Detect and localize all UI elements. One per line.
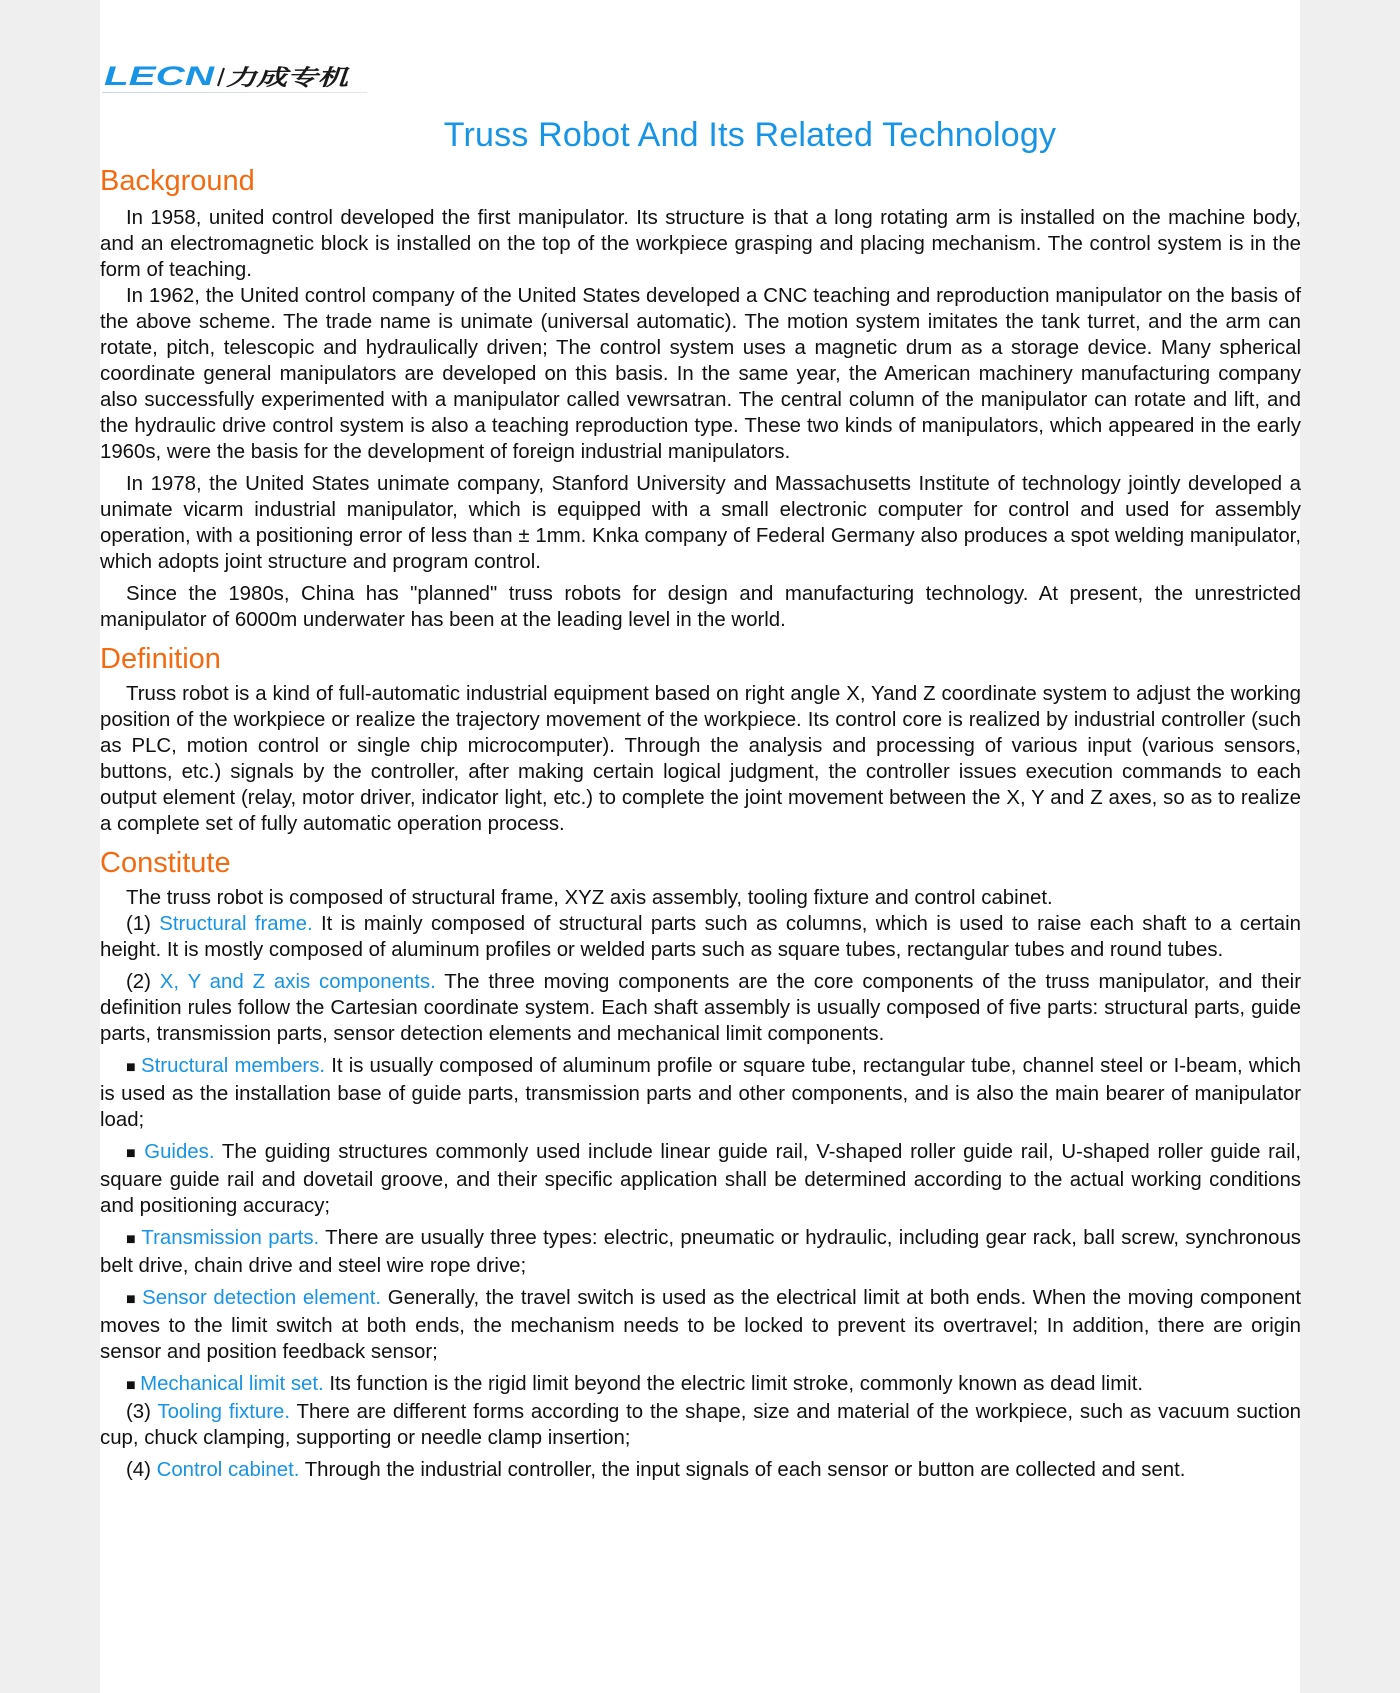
constitute-item-9: (4) Control cabinet. Through the industrial controller, the input signals of each sensor or button are collected and sent. bbox=[126, 1459, 1186, 1481]
constitute-item-5: ■ Transmission parts. There are usually three types: electric, pneumatic or hydraulic, including gear rack, ball screw, synchronous belt drive, chain drive and steel wire rope drive; bbox=[100, 1227, 1301, 1277]
lecn-logo-icon bbox=[102, 62, 367, 92]
constitute-item-1: (1) Structural frame. It is mainly composed of structural parts such as columns, which is used to raise each shaft to a certain height. It is mostly composed of aluminum profiles or welded parts such as square tubes, rectangular tubes and round tubes. bbox=[100, 913, 1302, 961]
keyword-structural-frame: Structural frame. bbox=[159, 913, 313, 935]
constitute-item-6: ■ Sensor detection element. Generally, the travel switch is used as the electrical limit at both ends. When the moving component moves to the limit switch at both ends, the mechanism needs to be locked to prevent its overtravel; In addition, there are origin sensor and position feedback sensor; bbox=[100, 1287, 1302, 1363]
keyword-tooling-fixture: Tooling fixture. bbox=[157, 1401, 291, 1423]
logo-underline bbox=[102, 92, 367, 93]
heading-definition: Definition bbox=[100, 643, 221, 675]
logo-brand: LECN bbox=[104, 62, 215, 91]
square-bullet-icon: ■ bbox=[126, 1231, 142, 1248]
square-bullet-icon: ■ bbox=[126, 1145, 145, 1162]
article-body bbox=[100, 163, 1301, 1483]
document-page bbox=[100, 0, 1300, 1693]
square-bullet-icon: ■ bbox=[126, 1291, 143, 1308]
keyword-guides: Guides. bbox=[144, 1141, 215, 1163]
constitute-item-2: (2) X, Y and Z axis components. The three moving components are the core components of the truss manipulator, and their definition rules follow the Cartesian coordinate system. Each shaft assembly is usually composed of five parts: structural parts, guide parts, transmission parts, sensor detection elements and mechanical limit components. bbox=[100, 971, 1301, 1045]
page-title: Truss Robot And Its Related Technology bbox=[443, 116, 1057, 154]
constitute-item-8: (3) Tooling fixture. There are different forms according to the shape, size and material of the workpiece, such as vacuum suction cup, chuck clamping, supporting or needle clamp insertion; bbox=[100, 1401, 1301, 1449]
background-paragraph-2: In 1962, the United control company of the United States developed a CNC teaching and reproduction manipulator on the basis of the above scheme. The trade name is unimate (universal automatic). The motion system imitates the tank turret, and the arm can rotate, pitch, telescopic and hydraulically driven; The control system uses a magnetic drum as a storage device. Many spherical coordinate general manipulators are developed on this basis. In the same year, the American machinery manufacturing company also successfully experimented with a manipulator called vewrsatran. The central column of the manipulator can rotate and lift, and the hydraulic drive control system is also a teaching reproduction type. These two kinds of manipulators, which appeared in the early 1960s, were the basis for the development of foreign industrial manipulators. bbox=[100, 285, 1301, 463]
background-paragraph-1: In 1958, united control developed the first manipulator. Its structure is that a long rotating arm is installed on the machine body, and an electromagnetic block is installed on the top of the workpiece grasping and placing mechanism. The control system is in the form of teaching. bbox=[100, 207, 1301, 281]
keyword-control-cabinet: Control cabinet. bbox=[156, 1459, 300, 1481]
keyword-structural-members: Structural members. bbox=[141, 1055, 326, 1077]
background-paragraph-4: Since the 1980s, China has "planned" truss robots for design and manufacturing technology. At present, the unrestricted manipulator of 6000m underwater has been at the leading level in the world. bbox=[100, 583, 1301, 631]
constitute-item-4: ■ Guides. The guiding structures commonly used include linear guide rail, V-shaped roller guide rail, U-shaped roller guide rail, square guide rail and dovetail groove, and their specific application shall be determined according to the actual working conditions and positioning accuracy; bbox=[100, 1141, 1301, 1217]
keyword-mechanical-limit-set: Mechanical limit set. bbox=[140, 1373, 324, 1395]
definition-paragraph: Truss robot is a kind of full-automatic industrial equipment based on right angle X, Yand Z coordinate system to adjust the working position of the workpiece or realize the trajectory movement of the workpiece. Its control core is realized by industrial controller (such as PLC, motion control or single chip microcomputer). Through the analysis and processing of various input (various sensors, buttons, etc.) signals by the controller, after making certain logical judgment, the controller issues execution commands to each output element (relay, motor driver, indicator light, etc.) to complete the joint movement between the X, Y and Z axes, so as to realize a complete set of fully automatic operation process. bbox=[100, 683, 1301, 835]
keyword-transmission-parts: Transmission parts. bbox=[141, 1227, 320, 1249]
keyword-sensor-detection-element: Sensor detection element. bbox=[142, 1287, 382, 1309]
keyword-xyz-axis-components: X, Y and Z axis components. bbox=[159, 971, 436, 993]
heading-background: Background bbox=[100, 165, 255, 197]
heading-constitute: Constitute bbox=[100, 847, 231, 879]
constitute-intro: The truss robot is composed of structural frame, XYZ axis assembly, tooling fixture and control cabinet. bbox=[126, 887, 1053, 909]
constitute-item-3: ■ Structural members. It is usually composed of aluminum profile or square tube, rectangular tube, channel steel or I-beam, which is used as the installation base of guide parts, transmission parts and other components, and is also the main bearer of manipulator load; bbox=[100, 1055, 1301, 1131]
logo-cn-name: 力成专机 bbox=[226, 66, 315, 91]
company-logo bbox=[102, 62, 367, 96]
square-bullet-icon: ■ bbox=[126, 1377, 141, 1394]
constitute-item-7: ■ Mechanical limit set. Its function is the rigid limit beyond the electric limit stroke, commonly known as dead limit. bbox=[126, 1373, 1144, 1395]
background-paragraph-3: In 1978, the United States unimate company, Stanford University and Massachusetts Institute of technology jointly developed a unimate vicarm industrial manipulator, which is equipped with a small electronic computer for control and used for assembly operation, with a positioning error of less than ± 1mm. Knka company of Federal Germany also produces a spot welding manipulator, which adopts joint structure and program control. bbox=[100, 473, 1301, 573]
square-bullet-icon: ■ bbox=[126, 1059, 142, 1076]
